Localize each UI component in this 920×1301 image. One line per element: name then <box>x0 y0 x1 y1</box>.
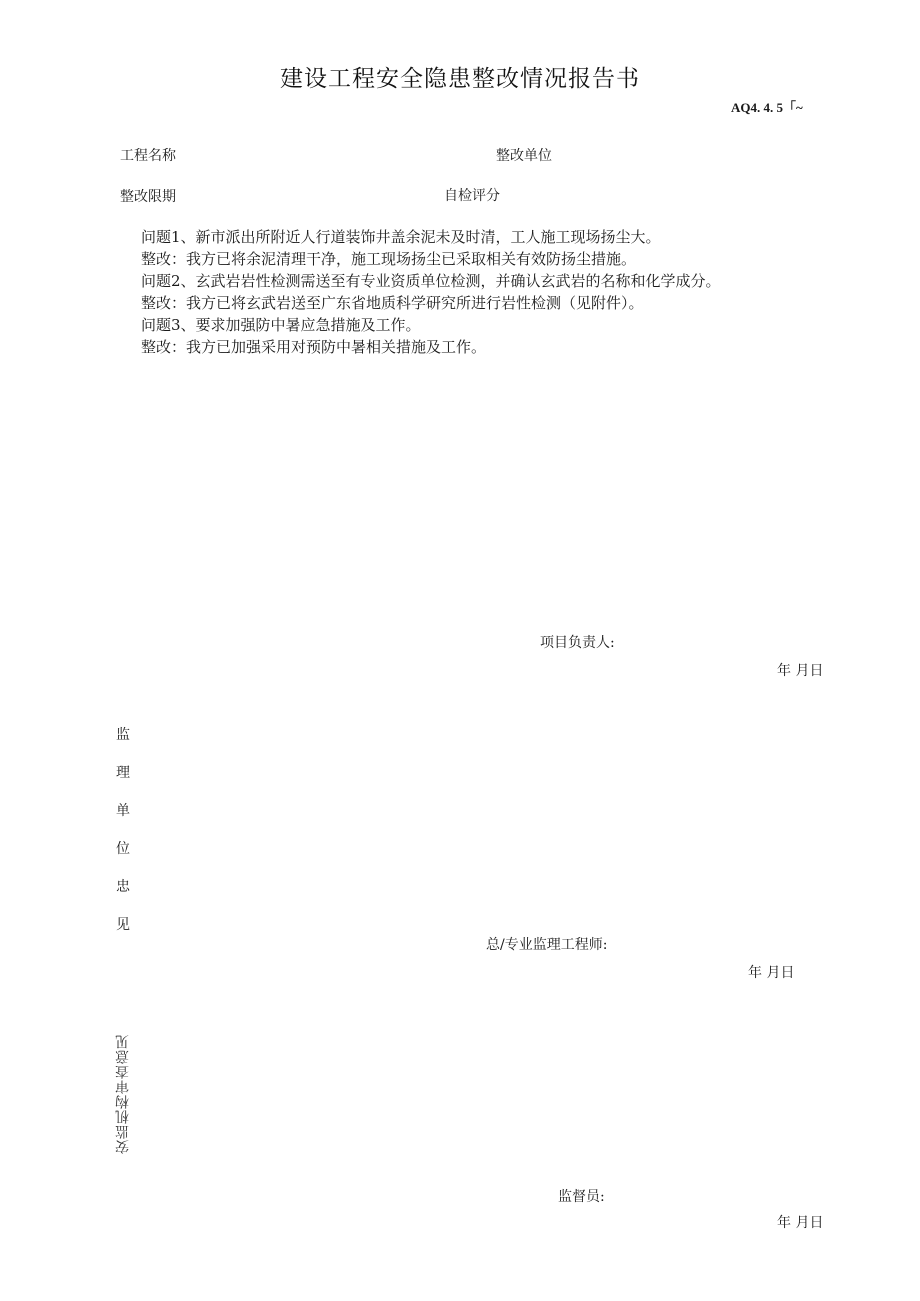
project-manager-label: 项目负责人: <box>540 635 615 651</box>
content-line: 问题1、新市派出所附近人行道装饰井盖余泥未及时清，工人施工现场扬尘大。 <box>141 228 661 246</box>
supervisor-label: 监督员: <box>558 1189 605 1205</box>
authority-vertical-label: 安监机构审查意见 <box>115 1034 131 1154</box>
project-sign-date: 年 月日 <box>777 663 824 679</box>
content-line: 整改：我方已加强采用对预防中暑相关措施及工作。 <box>141 338 487 356</box>
form-code: AQ4. 4. 5「~ <box>731 100 803 115</box>
supervision-vertical-char: 理 <box>116 765 130 781</box>
document-title: 建设工程安全隐患整改情况报告书 <box>280 66 640 92</box>
rectify-unit-label: 整改单位 <box>496 148 552 164</box>
project-name-label: 工程名称 <box>120 148 176 164</box>
supervision-vertical-char: 位 <box>116 841 130 857</box>
content-line: 整改：我方已将余泥清理干净，施工现场扬尘已采取相关有效防扬尘措施。 <box>141 250 637 268</box>
content-line: 问题3、要求加强防中暑应急措施及工作。 <box>141 316 421 334</box>
supervision-vertical-char: 监 <box>116 727 130 743</box>
supervision-vertical-char: 单 <box>116 803 130 819</box>
content-line: 整改：我方已将玄武岩送至广东省地质科学研究所进行岩性检测（见附件）。 <box>141 294 644 312</box>
self-score-label: 自检评分 <box>444 188 500 204</box>
content-line: 问题2、玄武岩岩性检测需送至有专业资质单位检测，并确认玄武岩的名称和化学成分。 <box>141 272 721 290</box>
authority-sign-date: 年 月日 <box>777 1215 824 1231</box>
supervision-vertical-char: 见 <box>116 917 130 933</box>
deadline-label: 整改限期 <box>120 189 176 205</box>
supervision-vertical-char: 忠 <box>116 879 130 895</box>
supervision-sign-date: 年 月日 <box>748 965 795 981</box>
supervision-engineer-label: 总/专业监理工程师: <box>486 937 608 953</box>
